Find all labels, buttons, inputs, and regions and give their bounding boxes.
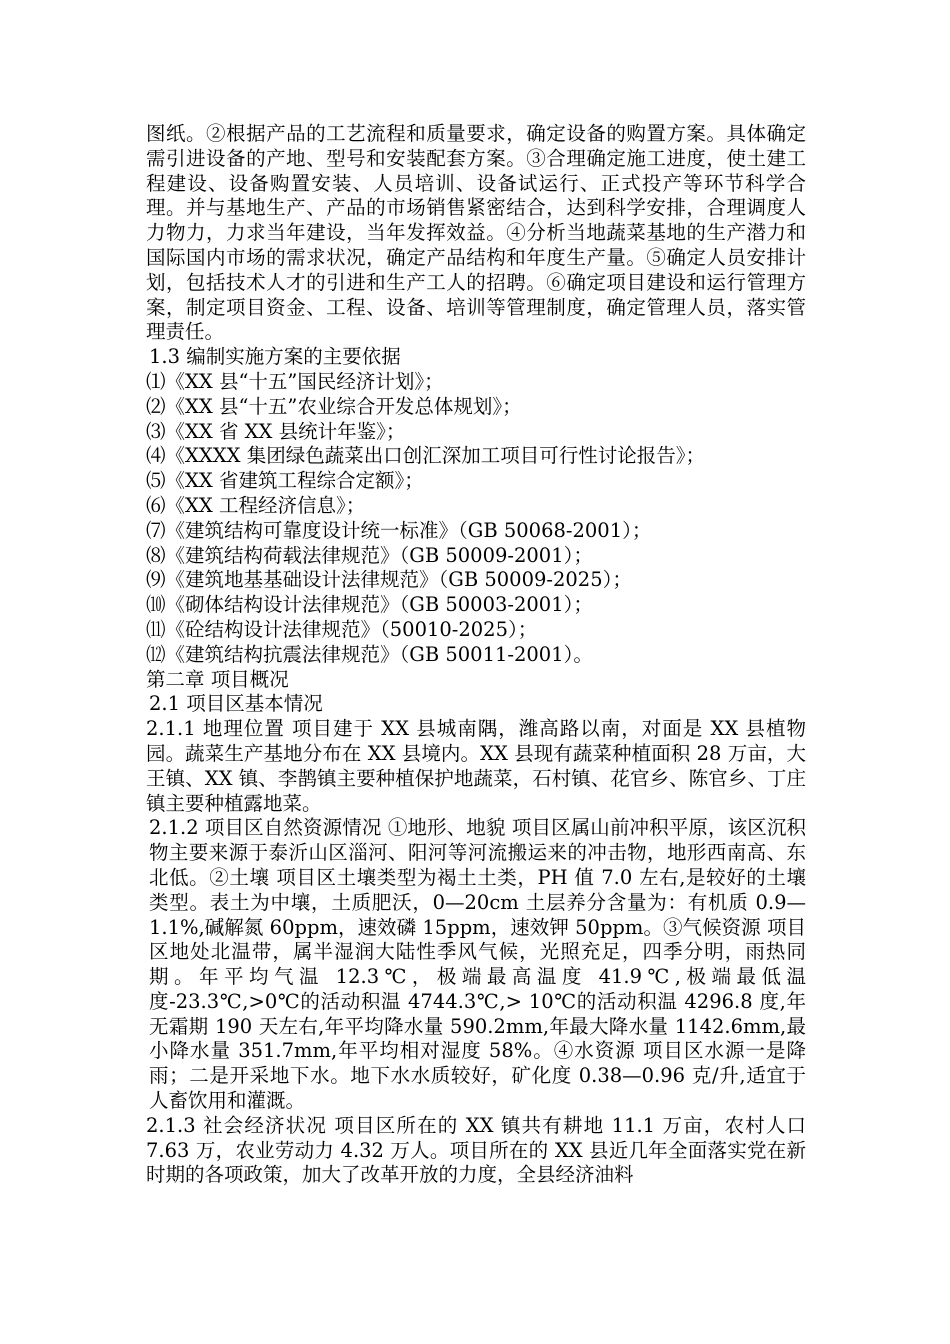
reference-item: ⑻《建筑结构荷载法律规范》（GB 50009-2001）； (146, 543, 593, 567)
section-1-3-heading: 1.3 编制实施方案的主要依据 (149, 345, 401, 369)
reference-item: ⑸《XX 省建筑工程综合定额》； (146, 469, 424, 493)
intro-paragraph: 图纸。②根据产品的工艺流程和质量要求，确定设备的购置方案。具体确定需引进设备的产地、型号和安装配套方案。③合理确定施工进度，使土建工程建设、设备购置安装、人员培训、设备试运行、正式投产等环节科学合理。并与基地生产、产品的市场销售紧密结合，达到科学安排，合理调度人力物力，力求当年建设，当年发挥效益。④分析当地蔬菜基地的生产潜力和国际国内市场的需求状况，确定产品结构和年度生产量。⑤确定人员安排计划，包括技术人才的引进和生产工人的招聘。⑥确定项目建设和运行管理方案，制定项目资金、工程、设备、培训等管理制度，确定管理人员，落实管理责任。 (146, 122, 806, 344)
document-body (146, 122, 806, 1188)
paragraph-2-1-2: 2.1.2 项目区自然资源情况 ①地形、地貌 项目区属山前冲积平原，该区沉积物主要来源于泰沂山区淄河、阳河等河流搬运来的冲击物，地形西南高、东北低。②土壤 项目区土壤类型为褐土土类，PH 值 7.0 左右,是较好的土壤类型。表土为中壤，土质肥沃，0—20cm 土层养分含量为：有机质 0.9—1.1%,碱解氮 60ppm，速效磷 15ppm，速效钾 50ppm。③气候资源 项目区地处北温带，属半湿润大陆性季风气候，光照充足，四季分明，雨热同期。年平均气温 12.3℃，极端最高温度 41.9℃,极端最低温度-23.3℃,>0℃的活动积温 4744.3℃,> 10℃的活动积温 4296.8 度,年无霜期 190 天左右,年平均降水量 590.2mm,年最大降水量 1142.6mm,最小降水量 351.7mm,年平均相对湿度 58%。④水资源 项目区水源一是降雨；二是开采地下水。地下水水质较好，矿化度 0.38—0.96 克/升,适宜于人畜饮用和灌溉。 (149, 816, 806, 1113)
reference-item: ⑹《XX 工程经济信息》； (146, 493, 366, 517)
paragraph-2-1-1: 2.1.1 地理位置 项目建于 XX 县城南隅，潍高路以南，对面是 XX 县植物园。蔬菜生产基地分布在 XX 县境内。XX 县现有蔬菜种植面积 28 万亩，大王镇、XX 镇、李鹊镇主要种植保护地蔬菜，石村镇、花官乡、陈官乡、丁庄镇主要种植露地菜。 (146, 717, 806, 815)
reference-list (146, 370, 806, 668)
reference-item: ⑶《XX 省 XX 县统计年鉴》； (146, 419, 406, 443)
reference-item: ⑺《建筑结构可靠度设计统一标准》（GB 50068-2001）； (146, 518, 652, 542)
chapter-title: 第二章 项目概况 (146, 667, 289, 691)
reference-item: ⑼《建筑地基基础设计法律规范》（GB 50009-2025）； (146, 568, 632, 592)
reference-item: ⑷《XXXX 集团绿色蔬菜出口创汇深加工项目可行性讨论报告》； (146, 444, 705, 468)
reference-item: ⑵《XX 县“十五”农业综合开发总体规划》； (146, 394, 522, 418)
paragraph-2-1-3: 2.1.3 社会经济状况 项目区所在的 XX 镇共有耕地 11.1 万亩，农村人口 7.63 万，农业劳动力 4.32 万人。项目所在的 XX 县近几年全面落实党在新时期的各项政策，加大了改革开放的力度，全县经济油料 (146, 1113, 806, 1187)
reference-item: ⑿《建筑结构抗震法律规范》（GB 50011-2001）。 (146, 642, 593, 666)
reference-item: ⑽《砌体结构设计法律规范》（GB 50003-2001）； (146, 593, 593, 617)
reference-item: ⑴《XX 县“十五”国民经济计划》； (146, 369, 444, 393)
section-2-1-heading: 2.1 项目区基本情况 (149, 692, 323, 716)
reference-item: ⑾《砼结构设计法律规范》（50010-2025）； (146, 617, 538, 641)
